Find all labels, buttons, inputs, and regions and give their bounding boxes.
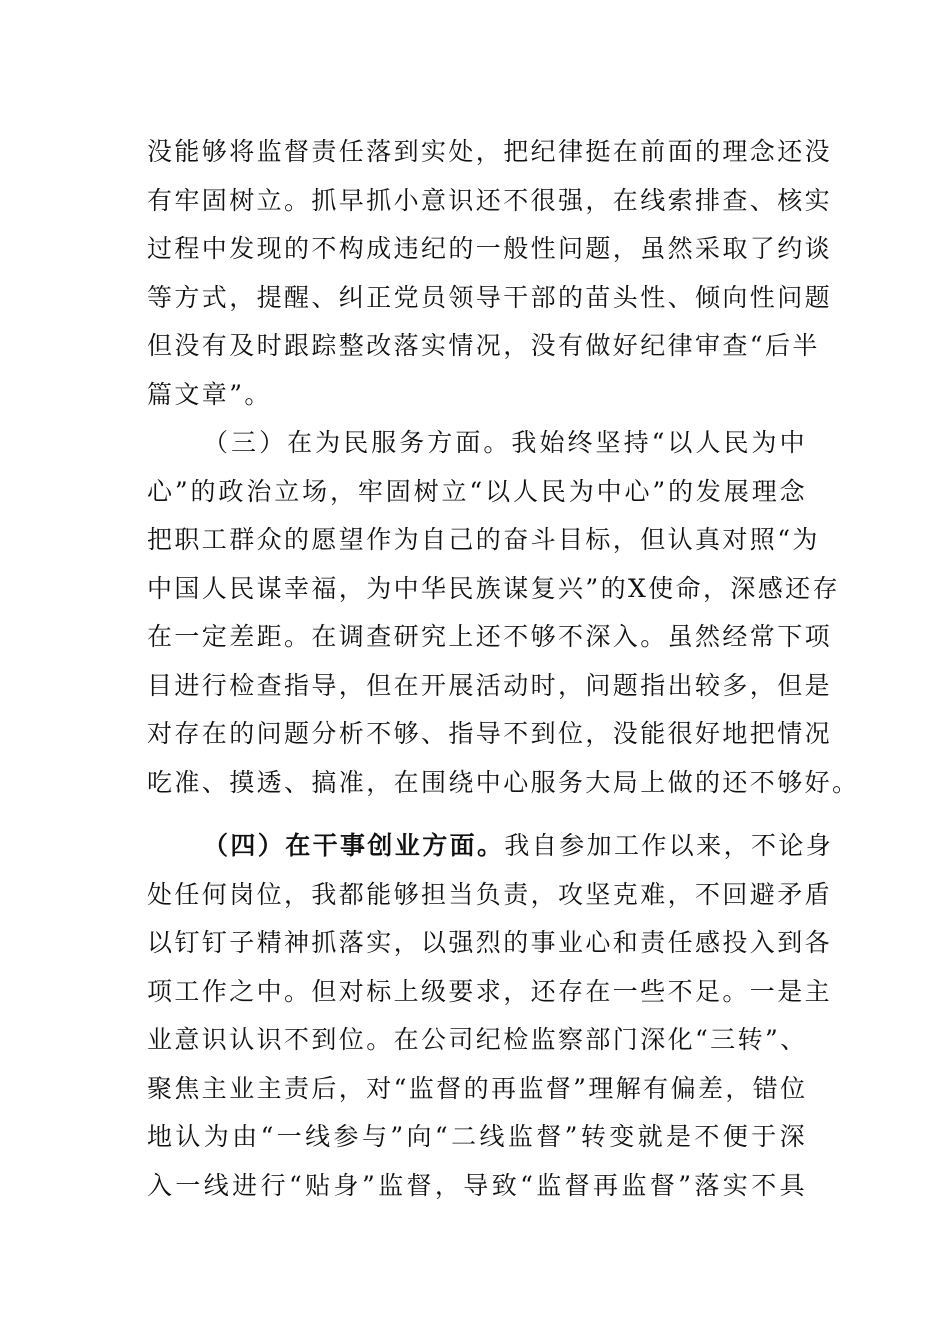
paragraph-supervision xyxy=(147,128,833,419)
text-line: 项工作之中。但对标上级要求，还存在一些不足。一是主 xyxy=(147,976,833,1006)
paragraph-entrepreneurship xyxy=(147,822,834,1210)
text-line-with-heading xyxy=(147,822,834,871)
text-line: 有牢固树立。抓早抓小意识还不很强，在线索排查、核实 xyxy=(147,185,833,215)
text-line: 等方式，提醒、纠正党员领导干部的苗头性、倾向性问题 xyxy=(147,282,833,312)
paragraph-serving-people xyxy=(147,419,860,807)
text-line: 但没有及时跟踪整改落实情况，没有做好纪律审查“后半 xyxy=(147,331,820,360)
text-run: 我自参加工作以来，不论身 xyxy=(504,831,834,860)
text-line: 在一定差距。在调查研究上还不够不深入。虽然经常下项 xyxy=(147,622,833,651)
section-heading: （四）在干事创业方面。 xyxy=(203,831,505,860)
text-line: 中国人民谋幸福，为中华民族谋复兴”的X使命，深感还存 xyxy=(147,573,840,603)
text-line: 地认为由“一线参与”向“二线监督”转变就是不便于深 xyxy=(147,1122,807,1151)
text-line: 把职工群众的愿望作为自己的奋斗目标，但认真对照“为 xyxy=(147,525,820,554)
text-line: 业意识认识不到位。在公司纪检监察部门深化“三转”、 xyxy=(147,1025,808,1054)
text-line: 处任何岗位，我都能够担当负责，攻坚克难，不回避矛盾 xyxy=(147,879,833,909)
text-line: 篇文章”。 xyxy=(147,379,272,409)
text-line: 以钉钉子精神抓落实，以强烈的事业心和责任感投入到各 xyxy=(147,928,833,957)
text-line: 聚焦主业主责后，对“监督的再监督”理解有偏差，错位 xyxy=(147,1073,808,1103)
text-line: 入一线进行“贴身”监督，导致“监督再监督”落实不具 xyxy=(147,1170,807,1200)
text-line: 过程中发现的不构成违纪的一般性问题，虽然采取了约谈 xyxy=(147,234,833,263)
text-line: 吃准、摸透、搞准，在围绕中心服务大局上做的还不够好。 xyxy=(147,767,860,797)
text-line: 心”的政治立场，牢固树立“以人民为中心”的发展理念 xyxy=(147,476,807,506)
text-line: （三）在为民服务方面。我始终坚持“以人民为中 xyxy=(203,428,807,457)
text-line: 对存在的问题分析不够、指导不到位，没能很好地把情况 xyxy=(147,719,833,748)
text-line: 目进行检查指导，但在开展活动时，问题指出较多，但是 xyxy=(147,670,833,700)
text-line: 没能够将监督责任落到实处，把纪律挺在前面的理念还没 xyxy=(147,137,833,166)
